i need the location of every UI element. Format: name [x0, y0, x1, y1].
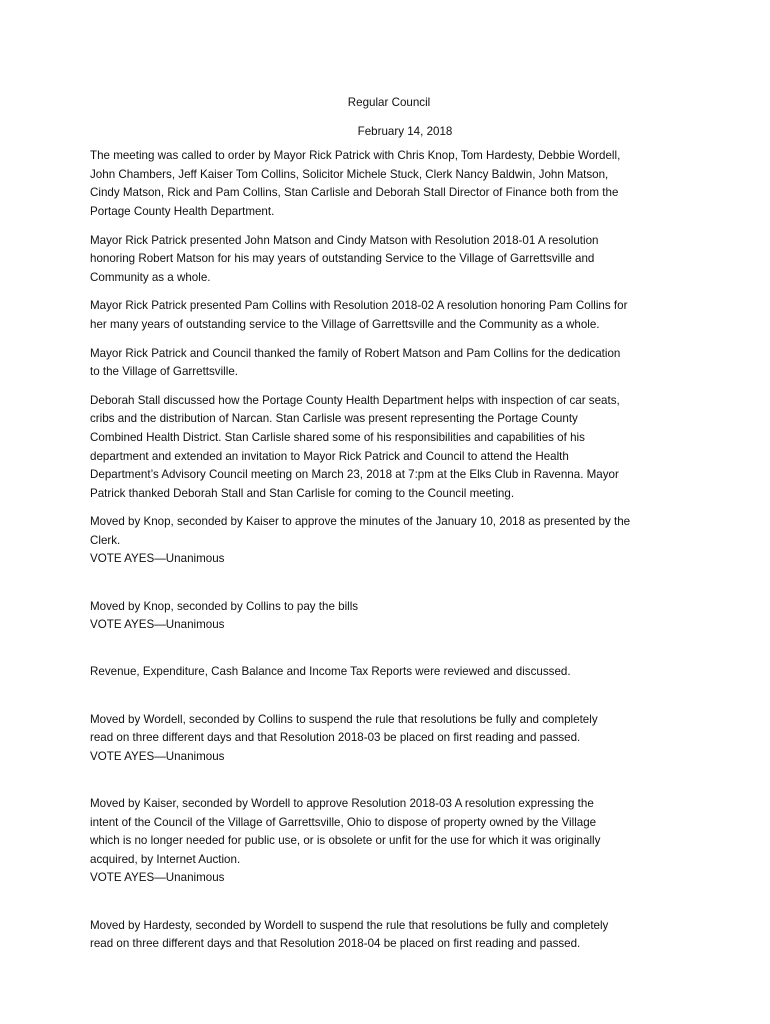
paragraph-line: Cindy Matson, Rick and Pam Collins, Stan Carlisle and Deborah Stall Director of Finance both from the [90, 186, 619, 200]
paragraph-line: Moved by Knop, seconded by Collins to pay the bills [90, 599, 359, 613]
document-body [90, 94, 682, 964]
paragraph-spacer [90, 645, 682, 664]
paragraph-line: Revenue, Expenditure, Cash Balance and Income Tax Reports were reviewed and discussed. [90, 665, 571, 679]
paragraph-line: Mayor Rick Patrick presented Pam Collins with Resolution 2018-02 A resolution honoring Pam Collins for [90, 299, 628, 313]
minutes-paragraph [90, 598, 682, 635]
paragraph-line: department and extended an invitation to Mayor Rick Patrick and Council to attend the Health [90, 449, 569, 463]
paragraph-spacer [90, 692, 682, 711]
minutes-paragraph [90, 232, 682, 288]
paragraph-line: Combined Health District. Stan Carlisle shared some of his responsibilities and capabilities of his [90, 430, 585, 444]
minutes-paragraph [90, 392, 682, 504]
paragraph-line: Mayor Rick Patrick presented John Matson and Cindy Matson with Resolution 2018-01 A resolution [90, 233, 599, 247]
minutes-paragraph [90, 297, 682, 334]
paragraph-line: Moved by Wordell, seconded by Collins to suspend the rule that resolutions be fully and completely [90, 712, 598, 726]
paragraph-line: read on three different days and that Resolution 2018-03 be placed on first reading and passed. [90, 731, 581, 745]
paragraph-line: Moved by Knop, seconded by Kaiser to approve the minutes of the January 10, 2018 as presented by the [90, 515, 631, 529]
paragraph-line: read on three different days and that Resolution 2018-04 be placed on first reading and passed. [90, 937, 581, 951]
minutes-paragraph [90, 663, 682, 682]
paragraph-line: cribs and the distribution of Narcan. Stan Carlisle was present representing the Portage County [90, 412, 578, 426]
document-title: Regular Council [347, 96, 431, 109]
paragraph-line: Deborah Stall discussed how the Portage County Health Department helps with inspection of car seats, [90, 393, 620, 407]
paragraph-line: VOTE AYES—Unanimous [90, 871, 225, 885]
paragraph-line: VOTE AYES—Unanimous [90, 749, 225, 763]
paragraph-line: VOTE AYES—Unanimous [90, 552, 225, 566]
minutes-paragraph [90, 147, 682, 221]
paragraph-line: Community as a whole. [90, 270, 211, 284]
paragraph-line: VOTE AYES—Unanimous [90, 618, 225, 632]
paragraph-line: intent of the Council of the Village of Garrettsville, Ohio to dispose of property owned by the Village [90, 815, 597, 829]
paragraph-line: The meeting was called to order by Mayor Rick Patrick with Chris Knop, Tom Hardesty, Debbie Wordell, [90, 149, 621, 163]
paragraph-spacer [90, 579, 682, 598]
paragraph-line: acquired, by Internet Auction. [90, 852, 241, 866]
minutes-paragraph [90, 513, 682, 569]
minutes-paragraph [90, 711, 682, 767]
minutes-paragraph [90, 917, 682, 954]
paragraph-line: Portage County Health Department. [90, 204, 275, 218]
paragraph-spacer [90, 898, 682, 917]
paragraph-line: Clerk. [90, 533, 121, 547]
paragraph-line: Moved by Hardesty, seconded by Wordell to suspend the rule that resolutions be fully and completely [90, 918, 609, 932]
paragraph-line: Mayor Rick Patrick and Council thanked the family of Robert Matson and Pam Collins for the dedication [90, 346, 621, 360]
paragraph-line: Moved by Kaiser, seconded by Wordell to approve Resolution 2018-03 A resolution expressing the [90, 797, 594, 810]
paragraph-line: which is no longer needed for public use, or is obsolete or unfit for the use for which it was originally [90, 834, 601, 848]
paragraph-line: Department’s Advisory Council meeting on March 23, 2018 at 7:pm at the Elks Club in Ravenna. Mayor [90, 468, 619, 482]
paragraph-line: her many years of outstanding service to the Village of Garrettsville and the Community as a whole. [90, 317, 600, 331]
minutes-paragraphs [90, 147, 682, 954]
paragraph-line: honoring Robert Matson for his may years of outstanding Service to the Village of Garrettsville and [90, 252, 595, 266]
paragraph-line: John Chambers, Jeff Kaiser Tom Collins, Solicitor Michele Stuck, Clerk Nancy Baldwin, John Matson, [90, 167, 609, 181]
paragraph-spacer [90, 776, 682, 795]
paragraph-line: to the Village of Garrettsville. [90, 365, 239, 379]
meeting-date: February 14, 2018 [357, 124, 453, 138]
minutes-paragraph [90, 345, 682, 382]
paragraph-line: Patrick thanked Deborah Stall and Stan Carlisle for coming to the Council meeting. [90, 486, 515, 500]
minutes-paragraph [90, 795, 682, 888]
